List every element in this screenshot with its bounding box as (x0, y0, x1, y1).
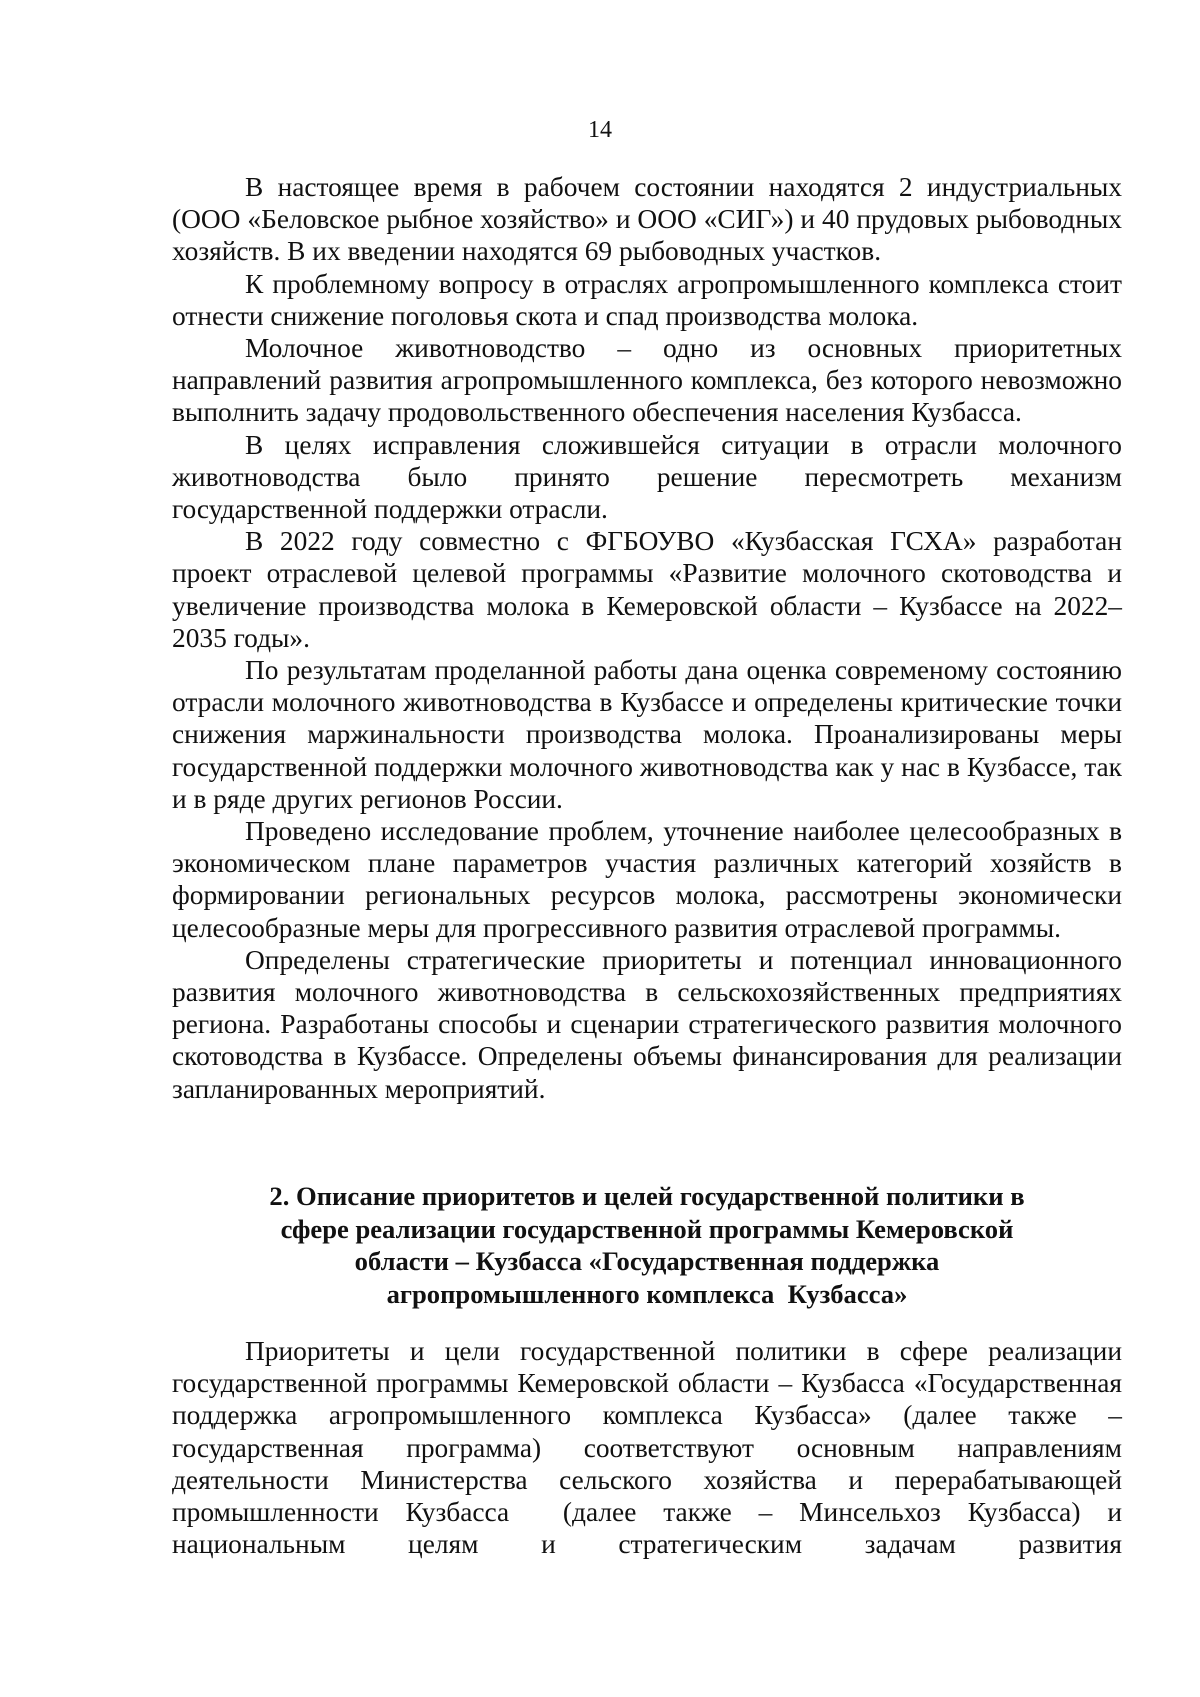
paragraph-strategy: Определены стратегические приоритеты и потенциал инновационного развития молочного животноводства в сельскохозяйственных предприятиях региона. Разработаны способы и сценарии стратегического развития молочного скотоводства в Кузбассе. Определены объемы финансирования для реализации запланированных мероприятий. (172, 944, 1122, 1104)
section-heading-line: агропромышленного комплекса Кузбасса» (386, 1278, 908, 1309)
page-number: 14 (588, 117, 612, 143)
paragraph-priorities: Приоритеты и цели государственной политики в сфере реализации государственной программы Кемеровской области – Кузбасса «Государственная поддержка агропромышленного комплекса Кузбасса» (далее также – государственная программа) соответствуют основным направлениям деятельности Министерства сельского хозяйства и перерабатывающей промышленности Кузбасса (далее также – Минсельхоз Кузбасса) и национальным целям и стратегическим задачам развития (172, 1336, 1136, 1560)
paragraph-support-revision: В целях исправления сложившейся ситуации в отрасли молочного животноводства было принято решение пересмотреть механизм государственной поддержки отрасли. (172, 429, 1122, 525)
section-heading-line: 2. Описание приоритетов и целей государственной политики в (269, 1181, 1025, 1211)
section-heading-line: сфере реализации государственной программы Кемеровской (280, 1213, 1014, 1244)
paragraph-dairy-priority: Молочное животноводство – одно из основных приоритетных направлений развития агропромышленного комплекса, без которого невозможно выполнить задачу продовольственного обеспечения населения Кузбасса. (172, 333, 1122, 428)
section-body (172, 1335, 1136, 1560)
body-text-block (172, 171, 1122, 1105)
paragraph-research: Проведено исследование проблем, уточнение наиболее целесообразных в экономическом плане параметров участия различных категорий хозяйств в формировании региональных ресурсов молока, рассмотрены экономически целесообразные меры для прогрессивного развития отраслевой программы. (172, 816, 1122, 943)
section-heading (172, 1180, 1122, 1310)
paragraph-fishery: В настоящее время в рабочем состоянии находятся 2 индустриальных (ООО «Беловское рыбное хозяйство» и ООО «СИГ») и 40 прудовых рыбоводных хозяйств. В их введении находятся 69 рыбоводных участков. (172, 172, 1122, 267)
paragraph-problem: К проблемному вопросу в отраслях агропромышленного комплекса стоит отнести снижение поголовья скота и спад производства молока. (172, 268, 1122, 331)
section-heading-line: области – Кузбасса «Государственная поддержка (354, 1246, 940, 1277)
paragraph-program-2022: В 2022 году совместно с ФГБОУВО «Кузбасская ГСХА» разработан проект отраслевой целевой программы «Развитие молочного скотоводства и увеличение производства молока в Кемеровской области – Кузбассе на 2022–2035 годы». (172, 526, 1122, 653)
paragraph-results: По результатам проделанной работы дана оценка современому состоянию отрасли молочного животноводства в Кузбассе и определены критические точки снижения маржинальности производства молока. Проанализированы меры государственной поддержки молочного животноводства как у нас в Кузбассе, так и в ряде других регионов России. (172, 655, 1122, 814)
